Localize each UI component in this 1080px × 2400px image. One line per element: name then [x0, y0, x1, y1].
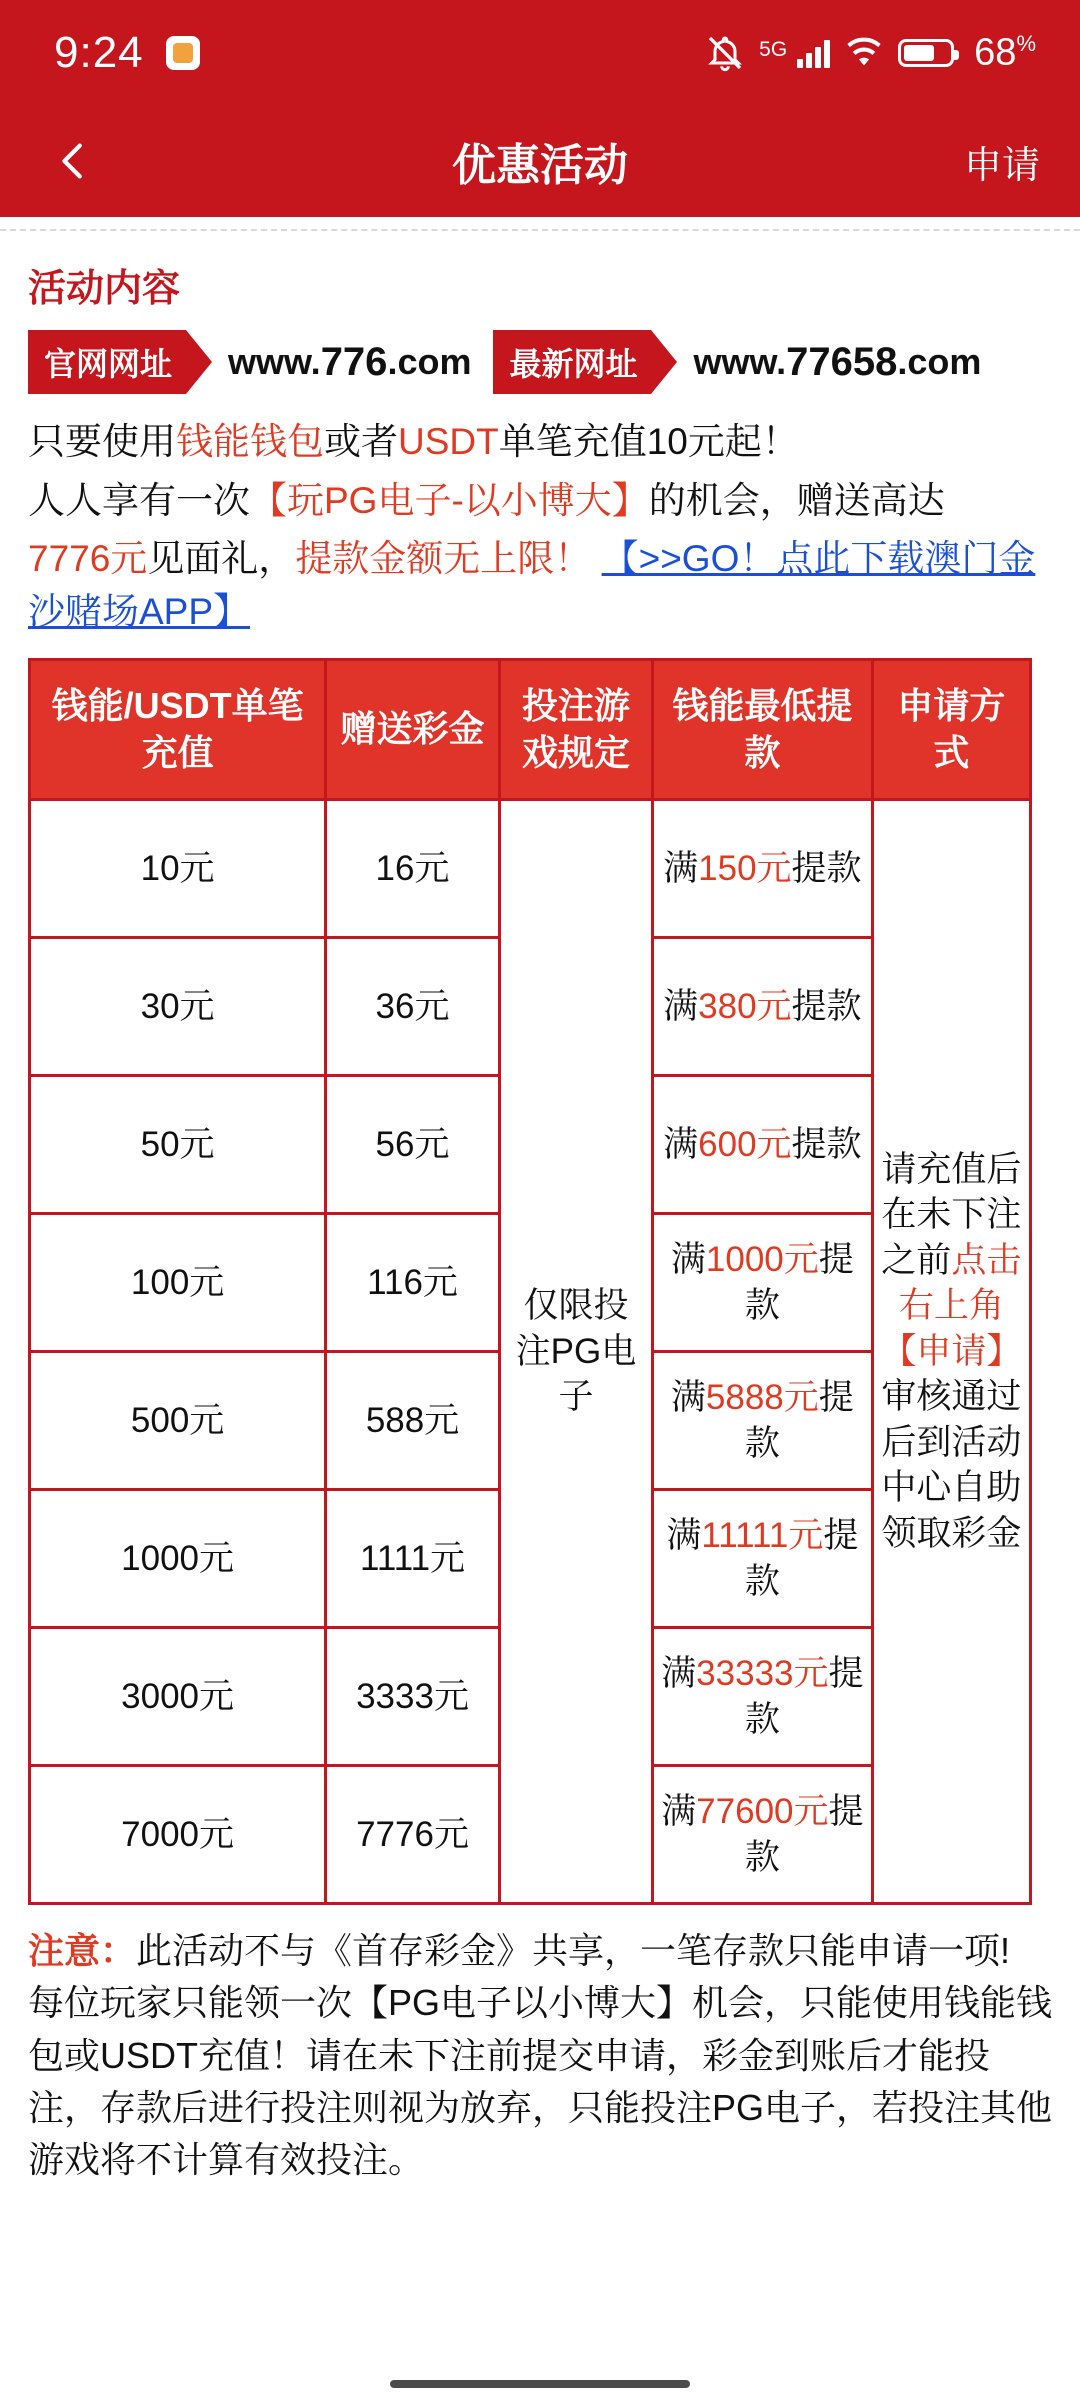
- withdraw-suffix: 提款: [744, 1654, 864, 1739]
- cell-bonus: 116元: [326, 1214, 500, 1352]
- cell-game-rule: 仅限投注PG电子: [499, 800, 652, 1904]
- cell-deposit: 30元: [30, 938, 326, 1076]
- official-url-text[interactable]: [212, 330, 487, 394]
- signal-bars-icon: [797, 38, 830, 68]
- intro-highlight-amount: 7776元: [28, 538, 148, 580]
- back-button[interactable]: [44, 131, 104, 191]
- page-title: 优惠活动: [452, 141, 628, 190]
- cell-withdraw: [653, 1490, 873, 1628]
- official-url-main: 776: [320, 339, 388, 384]
- withdraw-prefix: 满: [670, 1240, 706, 1280]
- withdraw-suffix: 提款: [744, 1792, 864, 1877]
- nav-bar: [0, 105, 1080, 217]
- withdraw-suffix: 提款: [791, 848, 862, 888]
- wifi-icon: [844, 37, 884, 69]
- apply-part-4: 审核通过后到活动中心自助领取彩金: [881, 1377, 1022, 1553]
- status-bar-right: [705, 31, 1036, 75]
- cell-withdraw: [653, 1352, 873, 1490]
- main-content: [0, 231, 1080, 2186]
- withdraw-amount: 5888元: [705, 1378, 819, 1418]
- notice-text: [28, 1925, 1052, 2186]
- promo-table: [28, 658, 1032, 1905]
- status-clock: 9:24: [54, 27, 144, 77]
- intro-highlight-game: 【玩PG电子-以小博大】: [250, 479, 649, 521]
- cell-bonus: 36元: [326, 938, 500, 1076]
- cell-apply-method: [872, 800, 1030, 1904]
- latest-url-main: 77658: [786, 339, 898, 384]
- bell-muted-icon: [705, 33, 745, 73]
- official-url-suffix: .com: [387, 341, 472, 382]
- intro-line-1: [28, 416, 1052, 469]
- withdraw-prefix: 满: [663, 1124, 699, 1164]
- latest-url-tag: 最新网址: [493, 330, 651, 394]
- withdraw-prefix: 满: [663, 848, 699, 888]
- cell-deposit: 3000元: [30, 1628, 326, 1766]
- cell-deposit: 1000元: [30, 1490, 326, 1628]
- withdraw-amount: 380元: [698, 986, 792, 1026]
- th-game-rule: 投注游戏规定: [499, 660, 652, 800]
- intro-line-3: [28, 533, 1052, 638]
- withdraw-amount: 77600元: [696, 1792, 829, 1832]
- cell-withdraw: [653, 800, 873, 938]
- chevron-left-icon: [51, 138, 97, 184]
- table-header-row: [30, 660, 1031, 800]
- intro-highlight-wallet: 钱能钱包: [176, 421, 324, 462]
- cell-bonus: 588元: [326, 1352, 500, 1490]
- withdraw-prefix: 满: [666, 1516, 702, 1556]
- banner-arrow-icon-2: [651, 330, 677, 394]
- section-title: 活动内容: [28, 268, 181, 310]
- section-divider: [0, 217, 1080, 231]
- th-apply-method: 申请方式: [872, 660, 1030, 800]
- th-min-withdraw: 钱能最低提款: [653, 660, 873, 800]
- cell-withdraw: [653, 1628, 873, 1766]
- cell-withdraw: [653, 938, 873, 1076]
- official-url-prefix: www.: [228, 341, 321, 382]
- notice-body: 此活动不与《首存彩金》共享，一笔存款只能申请一项! 每位玩家只能领一次【PG电子以小博大】机会，只能使用钱能钱包或USDT充值！请在未下注前提交申请，彩金到账后才能投注，存款后进行投注则视为放弃，只能投注PG电子，若投注其他游戏将不计算有效投注。: [28, 1930, 1053, 2180]
- intro-highlight-nolimit: 提款金额无上限！: [295, 538, 592, 580]
- withdraw-amount: 600元: [698, 1124, 792, 1164]
- withdraw-suffix: 提款: [744, 1240, 854, 1325]
- intro-text-2: 或者: [324, 421, 398, 462]
- apply-part-3-highlight: 点击右上角【申请】: [881, 1240, 1022, 1371]
- latest-url-text[interactable]: [677, 330, 997, 394]
- intro-highlight-usdt: USDT: [398, 421, 499, 462]
- status-bar: [0, 0, 1080, 105]
- notice-label: 注意：: [28, 1930, 137, 1972]
- battery-icon: [898, 39, 954, 67]
- withdraw-amount: 1000元: [705, 1240, 819, 1280]
- apply-button[interactable]: 申请: [963, 144, 1040, 187]
- withdraw-amount: 33333元: [696, 1654, 829, 1694]
- cell-bonus: 7776元: [326, 1766, 500, 1904]
- cell-bonus: 16元: [326, 800, 500, 938]
- cell-deposit: 10元: [30, 800, 326, 938]
- th-bonus: 赠送彩金: [326, 660, 500, 800]
- cell-withdraw: [653, 1766, 873, 1904]
- app-square-icon: [166, 36, 200, 70]
- latest-url-prefix: www.: [693, 341, 787, 382]
- cell-deposit: 100元: [30, 1214, 326, 1352]
- withdraw-prefix: 满: [661, 1792, 697, 1832]
- withdraw-prefix: 满: [663, 986, 699, 1026]
- withdraw-suffix: 提款: [791, 1124, 862, 1164]
- intro-line-2: [28, 475, 1052, 528]
- apply-part-2: 在未下注之前: [881, 1195, 1022, 1280]
- withdraw-prefix: 满: [661, 1654, 697, 1694]
- cell-deposit: 50元: [30, 1076, 326, 1214]
- intro-text-5: 的机会，赠送高达: [648, 479, 945, 521]
- withdraw-suffix: 提款: [744, 1378, 854, 1463]
- intro-text-3: 单笔充值10元起！: [498, 421, 799, 462]
- withdraw-prefix: 满: [670, 1378, 706, 1418]
- cell-bonus: 1111元: [326, 1490, 500, 1628]
- cell-withdraw: [653, 1076, 873, 1214]
- cell-deposit: 7000元: [30, 1766, 326, 1904]
- banner-arrow-icon: [186, 330, 212, 394]
- table-row: [30, 800, 1031, 938]
- official-url-tag: 官网网址: [28, 330, 186, 394]
- home-indicator: [390, 2380, 690, 2388]
- withdraw-suffix: 提款: [744, 1516, 859, 1601]
- download-app-link[interactable]: 【>>GO！点此下载澳门金沙赌场APP】: [28, 538, 1036, 632]
- status-bar-left: [54, 28, 200, 78]
- cell-deposit: 500元: [30, 1352, 326, 1490]
- latest-url-suffix: .com: [897, 341, 982, 382]
- withdraw-amount: 11111元: [701, 1516, 824, 1556]
- official-url-banner: [28, 330, 1052, 394]
- cell-withdraw: [653, 1214, 873, 1352]
- withdraw-amount: 150元: [698, 848, 792, 888]
- intro-text-6: 见面礼，: [147, 538, 296, 580]
- intro-text: 只要使用: [28, 421, 176, 462]
- withdraw-suffix: 提款: [791, 986, 862, 1026]
- battery-percent: 68%: [974, 30, 1036, 74]
- cell-bonus: 56元: [326, 1076, 500, 1214]
- apply-part-1: 请充值后: [881, 1149, 1022, 1189]
- th-deposit: 钱能/USDT单笔充值: [30, 660, 326, 800]
- network-type-label: 5G: [759, 37, 788, 61]
- cell-bonus: 3333元: [326, 1628, 500, 1766]
- intro-text-4: 人人享有一次: [28, 479, 250, 521]
